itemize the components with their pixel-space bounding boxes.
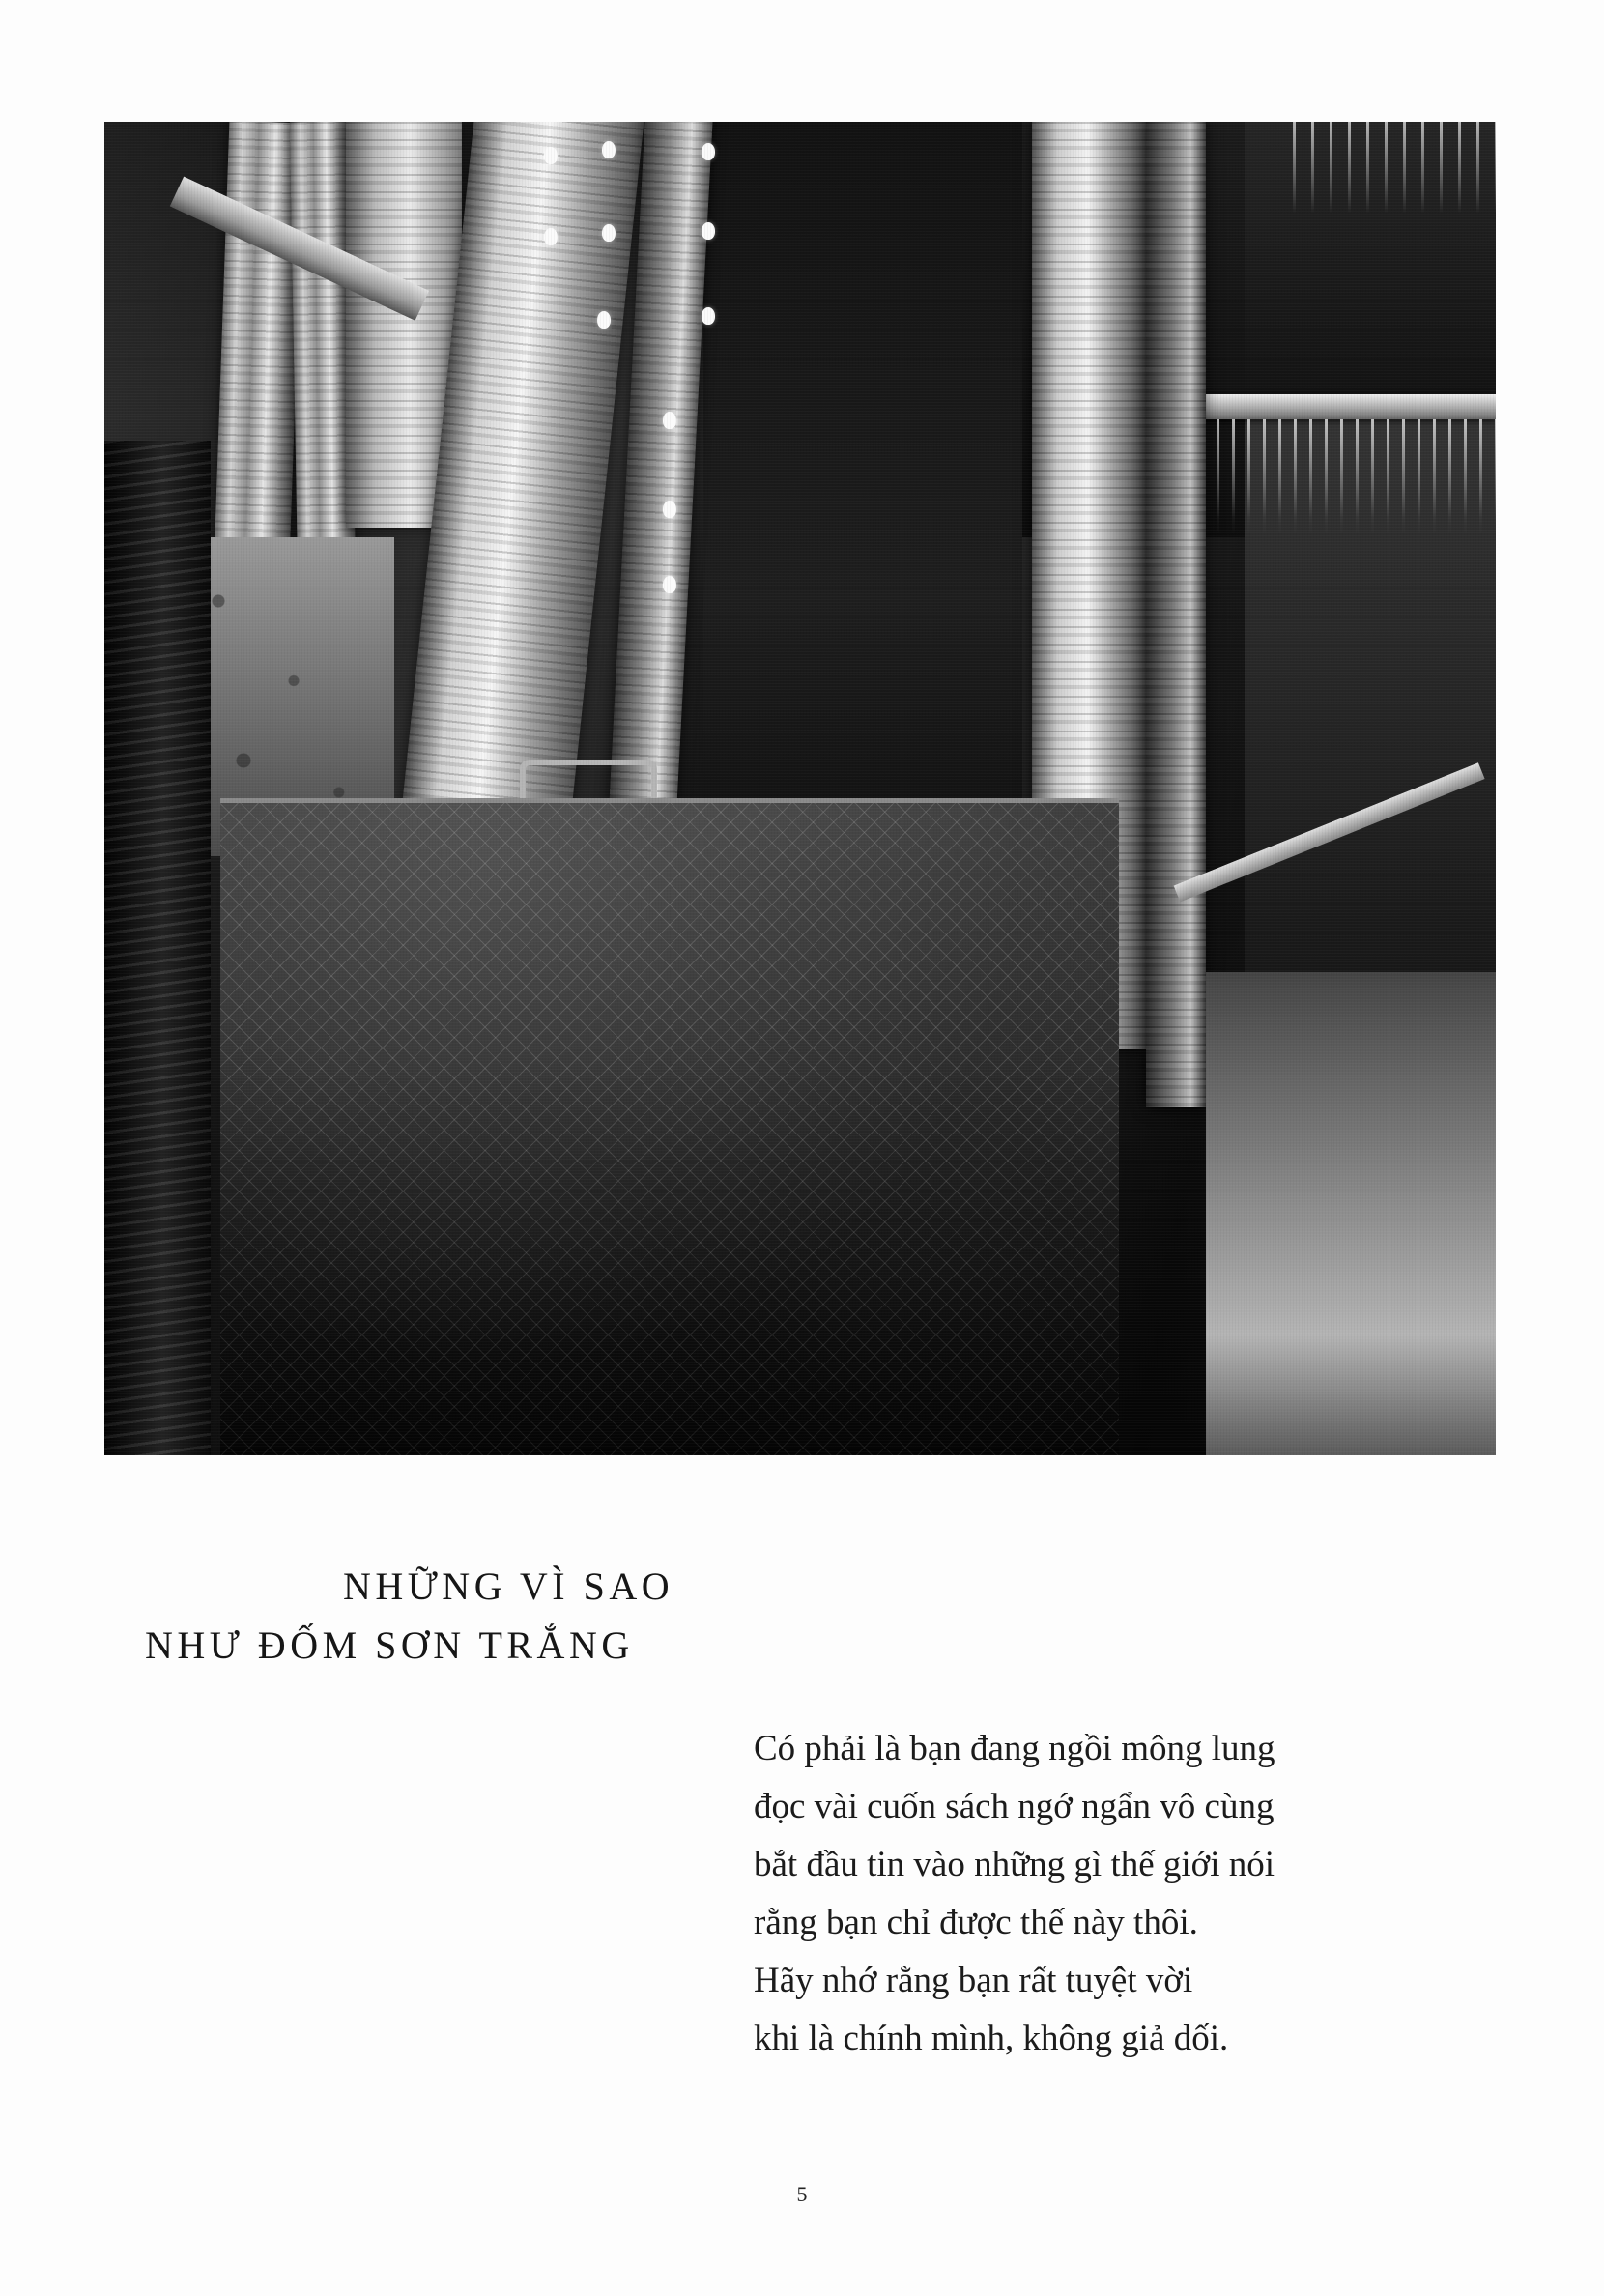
photo-canvas (104, 122, 1496, 1455)
paint-drips (1293, 122, 1496, 214)
poem-line: đọc vài cuốn sách ngớ ngẩn vô cùng (754, 1786, 1275, 1826)
rivet-dot (602, 224, 616, 242)
rivet-dot (702, 307, 715, 325)
photograph (104, 122, 1496, 1455)
poem-line: bắt đầu tin vào những gì thế giới nói (754, 1844, 1275, 1884)
page-number: 5 (796, 2182, 808, 2206)
poem-line: rằng bạn chỉ được thế này thôi. (754, 1902, 1198, 1942)
concrete-wall (1206, 972, 1496, 1455)
rivet-dot (602, 141, 616, 158)
poem-title-line: NHỮNG VÌ SAO (343, 1564, 674, 1608)
rivet-dot (663, 501, 676, 518)
rivet-dot (544, 228, 558, 245)
wooden-post (1146, 122, 1206, 1107)
poem-line: Có phải là bạn đang ngồi mông lung (754, 1729, 1275, 1768)
poem-title (145, 1558, 1256, 1676)
rivet-dot (544, 147, 558, 164)
rivet-dot (702, 222, 715, 240)
rivet-dot (663, 576, 676, 593)
rivet-dot (702, 143, 715, 160)
mossy-pillar (104, 441, 211, 1455)
poem-body (754, 1720, 1488, 2068)
metal-mesh-panel (220, 798, 1119, 1455)
poem-line: Hãy nhớ rằng bạn rất tuyệt vời (754, 1960, 1193, 2000)
poem-line: khi là chính mình, không giả dối. (754, 2018, 1229, 2058)
rivet-dot (597, 311, 611, 329)
rivet-dot (663, 412, 676, 429)
poem-title-line: NHƯ ĐỐM SƠN TRẮNG (145, 1622, 634, 1667)
